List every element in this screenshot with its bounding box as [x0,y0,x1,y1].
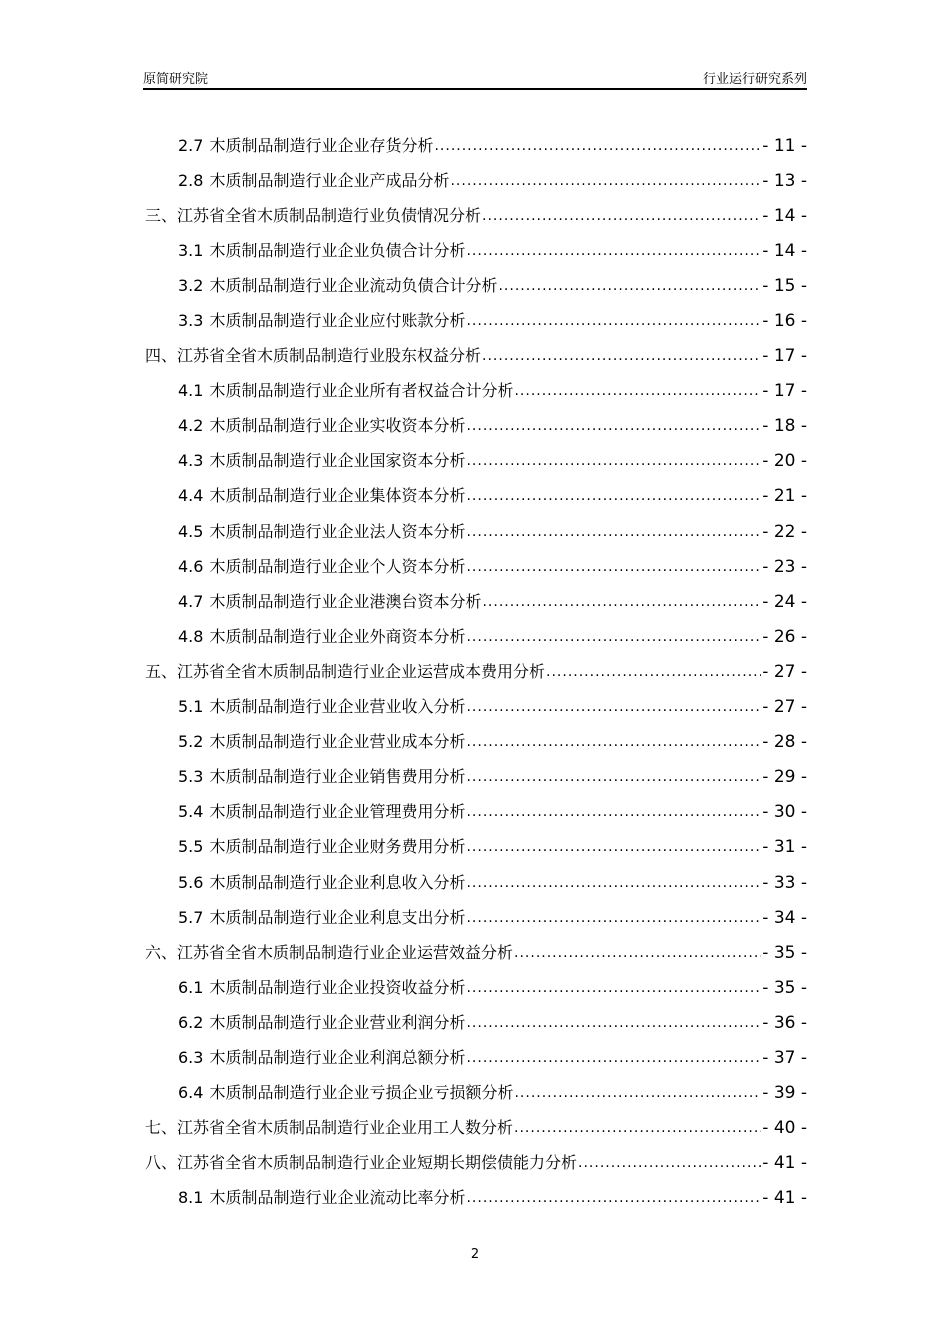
toc-entry-title [178,1013,466,1033]
toc-dot-leader [514,1118,761,1138]
toc-dot-leader [466,767,761,787]
toc-section-entry[interactable] [145,1181,807,1216]
toc-dot-leader [450,171,761,191]
toc-section-entry[interactable] [145,760,807,795]
toc-page-number: - 34 - [762,907,807,928]
toc-entry-number: 5.1 [178,697,204,717]
toc-dot-leader [482,592,761,612]
toc-entry-title [145,346,482,366]
toc-chapter-entry[interactable] [145,1146,807,1181]
toc-section-entry[interactable] [145,865,807,900]
toc-entry-title [178,451,466,471]
toc-entry-number: 8.1 [178,1188,204,1208]
toc-entry-text: 木质制品制造行业企业营业利润分析 [209,1012,466,1032]
toc-section-entry[interactable] [145,409,807,444]
header-organization: 原简研究院 [143,72,209,87]
toc-entry-title [178,1048,466,1068]
toc-page-number: - 17 - [762,381,807,402]
toc-section-entry[interactable] [145,900,807,935]
toc-entry-text: 木质制品制造行业企业亏损企业亏损额分析 [209,1083,514,1103]
toc-section-entry[interactable] [145,584,807,619]
toc-section-entry[interactable] [145,128,807,163]
toc-entry-text: 木质制品制造行业企业集体资本分析 [209,486,466,506]
toc-dot-leader [578,1153,761,1173]
toc-section-entry[interactable] [145,163,807,198]
toc-entry-number: 5.6 [178,872,204,892]
toc-entry-number: 6.2 [178,1012,204,1032]
toc-entry-text: 木质制品制造行业企业产成品分析 [209,170,450,190]
toc-entry-number: 4.3 [178,451,204,471]
toc-page-number: - 37 - [762,1047,807,1068]
toc-entry-number: 八、 [145,1153,178,1173]
toc-page-number: - 22 - [762,521,807,542]
toc-dot-leader [466,241,761,261]
toc-page-number: - 11 - [762,135,807,156]
toc-dot-leader [466,416,761,436]
toc-entry-number: 5.4 [178,802,204,822]
toc-section-entry[interactable] [145,619,807,654]
toc-entry-text: 木质制品制造行业企业港澳台资本分析 [209,591,482,611]
toc-entry-title [178,381,514,401]
toc-entry-title [145,662,546,682]
toc-entry-number: 3.2 [178,275,204,295]
toc-entry-title [178,276,498,296]
page-header [143,66,807,90]
toc-dot-leader [466,978,761,998]
toc-page-number: - 26 - [762,626,807,647]
toc-entry-title [178,627,466,647]
toc-entry-title [145,1153,578,1173]
toc-section-entry[interactable] [145,795,807,830]
toc-section-entry[interactable] [145,444,807,479]
toc-chapter-entry[interactable] [145,1111,807,1146]
toc-entry-number: 4.1 [178,381,204,401]
toc-entry-number: 六、 [145,942,178,962]
toc-section-entry[interactable] [145,268,807,303]
toc-entry-title [145,206,482,226]
toc-page-number: - 23 - [762,556,807,577]
toc-page-number: - 35 - [762,942,807,963]
toc-entry-title [178,697,466,717]
toc-dot-leader [498,276,761,296]
toc-entry-title [178,171,450,191]
toc-entry-text: 木质制品制造行业企业外商资本分析 [209,626,466,646]
toc-page-number: - 41 - [762,1188,807,1209]
toc-entry-number: 3.1 [178,240,204,260]
toc-entry-text: 木质制品制造行业企业投资收益分析 [209,977,466,997]
header-series-title: 行业运行研究系列 [702,72,807,87]
toc-chapter-entry[interactable] [145,935,807,970]
toc-entry-text: 木质制品制造行业企业实收资本分析 [209,416,466,436]
toc-entry-text: 木质制品制造行业企业利润总额分析 [209,1047,466,1067]
toc-section-entry[interactable] [145,690,807,725]
toc-entry-text: 木质制品制造行业企业存货分析 [209,135,434,155]
toc-entry-number: 五、 [145,661,178,681]
toc-dot-leader [546,662,761,682]
toc-page-number: - 27 - [762,697,807,718]
toc-section-entry[interactable] [145,1005,807,1040]
toc-dot-leader [466,873,761,893]
toc-entry-number: 4.5 [178,521,204,541]
toc-page-number: - 29 - [762,767,807,788]
toc-entry-number: 3.3 [178,311,204,331]
toc-entry-text: 江苏省全省木质制品制造行业企业用工人数分析 [177,1118,514,1138]
toc-dot-leader [466,802,761,822]
toc-dot-leader [514,1083,761,1103]
toc-dot-leader [482,206,761,226]
toc-entry-text: 木质制品制造行业企业营业收入分析 [209,697,466,717]
toc-dot-leader [466,1013,761,1033]
toc-entry-text: 木质制品制造行业企业营业成本分析 [209,732,466,752]
toc-entry-text: 木质制品制造行业企业流动比率分析 [209,1188,466,1208]
toc-entry-text: 木质制品制造行业企业应付账款分析 [209,311,466,331]
toc-section-entry[interactable] [145,374,807,409]
toc-page-number: - 41 - [762,1153,807,1174]
toc-entry-title [178,136,434,156]
toc-section-entry[interactable] [145,479,807,514]
toc-dot-leader [466,451,761,471]
toc-entry-number: 5.5 [178,837,204,857]
toc-dot-leader [514,381,761,401]
toc-entry-number: 6.1 [178,977,204,997]
toc-entry-number: 4.6 [178,556,204,576]
toc-entry-number: 6.3 [178,1047,204,1067]
toc-page-number: - 31 - [762,837,807,858]
toc-dot-leader [466,1048,761,1068]
toc-entry-text: 木质制品制造行业企业利息收入分析 [209,872,466,892]
toc-section-entry[interactable] [145,1076,807,1111]
toc-dot-leader [466,908,761,928]
toc-entry-text: 江苏省全省木质制品制造行业企业运营效益分析 [177,942,514,962]
toc-dot-leader [466,837,761,857]
toc-entry-number: 七、 [145,1118,178,1138]
toc-chapter-entry[interactable] [145,339,807,374]
toc-entry-text: 木质制品制造行业企业利息支出分析 [209,907,466,927]
toc-entry-title [178,557,466,577]
toc-entry-text: 江苏省全省木质制品制造行业企业运营成本费用分析 [177,661,546,681]
table-of-contents [145,128,807,1216]
toc-entry-text: 木质制品制造行业企业财务费用分析 [209,837,466,857]
toc-section-entry[interactable] [145,514,807,549]
toc-entry-text: 木质制品制造行业企业管理费用分析 [209,802,466,822]
toc-entry-title [178,522,466,542]
toc-entry-title [178,311,466,331]
toc-section-entry[interactable] [145,233,807,268]
toc-entry-title [145,1118,514,1138]
toc-entry-number: 4.4 [178,486,204,506]
toc-section-entry[interactable] [145,303,807,338]
toc-entry-number: 2.7 [178,135,204,155]
toc-dot-leader [466,697,761,717]
toc-entry-title [178,732,466,752]
toc-entry-title [178,908,466,928]
toc-dot-leader [482,346,761,366]
toc-page-number: - 14 - [762,240,807,261]
toc-entry-title [178,1083,514,1103]
toc-dot-leader [466,522,761,542]
toc-page-number: - 33 - [762,872,807,893]
toc-dot-leader [466,1188,761,1208]
toc-dot-leader [466,732,761,752]
toc-entry-text: 木质制品制造行业企业负债合计分析 [209,240,466,260]
toc-entry-number: 5.3 [178,767,204,787]
toc-page-number: - 15 - [762,275,807,296]
toc-dot-leader [466,627,761,647]
toc-entry-number: 4.2 [178,416,204,436]
toc-page-number: - 13 - [762,170,807,191]
toc-entry-text: 江苏省全省木质制品制造行业股东权益分析 [177,346,482,366]
toc-entry-title [178,486,466,506]
toc-section-entry[interactable] [145,830,807,865]
toc-section-entry[interactable] [145,549,807,584]
toc-entry-title [178,1188,466,1208]
toc-section-entry[interactable] [145,970,807,1005]
toc-page-number: - 36 - [762,1012,807,1033]
toc-entry-title [178,873,466,893]
toc-dot-leader [466,557,761,577]
toc-page-number: - 28 - [762,732,807,753]
toc-entry-number: 三、 [145,205,178,225]
toc-entry-number: 2.8 [178,170,204,190]
toc-page-number: - 40 - [762,1118,807,1139]
toc-entry-title [178,837,466,857]
toc-page-number: - 21 - [762,486,807,507]
toc-entry-text: 木质制品制造行业企业流动负债合计分析 [209,275,498,295]
toc-entry-number: 四、 [145,346,178,366]
toc-entry-text: 江苏省全省木质制品制造行业企业短期长期偿债能力分析 [177,1153,578,1173]
toc-page-number: - 35 - [762,977,807,998]
toc-entry-text: 江苏省全省木质制品制造行业负债情况分析 [177,205,482,225]
toc-chapter-entry[interactable] [145,654,807,689]
toc-entry-title [178,767,466,787]
toc-page-number: - 18 - [762,416,807,437]
toc-section-entry[interactable] [145,725,807,760]
toc-entry-title [178,416,466,436]
toc-dot-leader [434,136,761,156]
toc-entry-number: 4.8 [178,626,204,646]
toc-page-number: - 17 - [762,346,807,367]
toc-page-number: - 30 - [762,802,807,823]
toc-page-number: - 16 - [762,311,807,332]
toc-entry-title [145,943,514,963]
toc-page-number: - 14 - [762,205,807,226]
toc-entry-number: 4.7 [178,591,204,611]
toc-entry-number: 5.7 [178,907,204,927]
toc-dot-leader [466,311,761,331]
toc-page-number: - 20 - [762,451,807,472]
toc-entry-number: 5.2 [178,732,204,752]
page-number: 2 [470,1247,480,1262]
toc-page-number: - 39 - [762,1083,807,1104]
toc-entry-title [178,592,482,612]
toc-entry-title [178,802,466,822]
toc-dot-leader [514,943,761,963]
toc-chapter-entry[interactable] [145,198,807,233]
toc-dot-leader [466,486,761,506]
toc-entry-text: 木质制品制造行业企业个人资本分析 [209,556,466,576]
toc-entry-text: 木质制品制造行业企业国家资本分析 [209,451,466,471]
toc-entry-text: 木质制品制造行业企业所有者权益合计分析 [209,381,514,401]
toc-entry-title [178,241,466,261]
toc-page-number: - 24 - [762,591,807,612]
toc-entry-number: 6.4 [178,1083,204,1103]
toc-entry-text: 木质制品制造行业企业法人资本分析 [209,521,466,541]
toc-entry-title [178,978,466,998]
toc-entry-text: 木质制品制造行业企业销售费用分析 [209,767,466,787]
toc-page-number: - 27 - [762,661,807,682]
toc-section-entry[interactable] [145,1040,807,1075]
